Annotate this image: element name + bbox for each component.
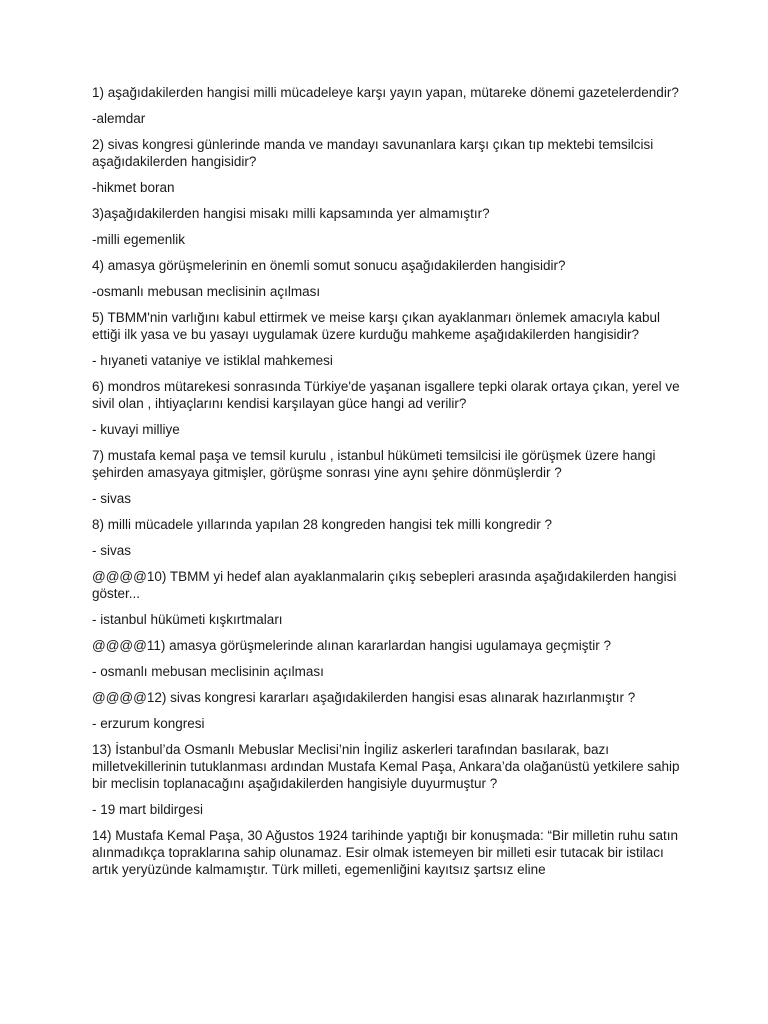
question-12: @@@@12) sivas kongresi kararları aşağıdakilerden hangisi esas alınarak hazırlanmıştır ? — [92, 690, 636, 705]
answer-3: -milli egemenlik — [92, 232, 186, 247]
question-13: 13) İstanbul’da Osmanlı Mebuslar Meclisi’nin İngiliz askerleri tarafından basılarak, bazı milletvekillerinin tutuklanması ardından Mustafa Kemal Paşa, Ankara’da olağanüstü yetkilere sahip bir meclisin toplanacağını aşağıdakilerden hangisiyle duyurmuştur ? — [92, 742, 680, 791]
answer-13: - 19 mart bildirgesi — [92, 802, 204, 817]
document-page — [92, 84, 682, 887]
answer-4: -osmanlı mebusan meclisinin açılması — [92, 284, 321, 299]
answer-2: -hikmet boran — [92, 180, 175, 195]
answer-6: - kuvayi milliye — [92, 422, 180, 437]
answer-5: - hıyaneti vataniye ve istiklal mahkemesi — [92, 353, 333, 368]
question-14: 14) Mustafa Kemal Paşa, 30 Ağustos 1924 tarihinde yaptığı bir konuşmada: “Bir milletin ruhu satın alınmadıkça topraklarına sahip olunamaz. Esir olmak istemeyen bir milleti esir tutacak bir istilacı artık yeryüzünde kalmamıştır. Türk milleti, egemenliğini kayıtsız şartsız eline — [92, 828, 679, 877]
answer-8: - sivas — [92, 543, 132, 558]
question-10: @@@@10) TBMM yi hedef alan ayaklanmalarin çıkış sebepleri arasında aşağıdakilerden hangisi göster... — [92, 569, 677, 601]
answer-11: - osmanlı mebusan meclisinin açılması — [92, 664, 324, 679]
answer-1: -alemdar — [92, 111, 146, 126]
question-3: 3)aşağıdakilerden hangisi misakı milli kapsamında yer almamıştır? — [92, 206, 490, 221]
question-11: @@@@11) amasya görüşmelerinde alınan kararlardan hangisi ugulamaya geçmiştir ? — [92, 638, 612, 653]
answer-12: - erzurum kongresi — [92, 716, 205, 731]
question-4: 4) amasya görüşmelerinin en önemli somut sonucu aşağıdakilerden hangisidir? — [92, 258, 566, 273]
question-6: 6) mondros mütarekesi sonrasında Türkiye'de yaşanan isgallere tepki olarak ortaya çıkan, yerel ve sivil olan , ihtiyaçlarını kendisi karşılayan güce hangi ad verilir? — [92, 379, 680, 411]
question-2: 2) sivas kongresi günlerinde manda ve mandayı savunanlara karşı çıkan tıp mektebi temsilcisi aşağıdakilerden hangisidir? — [92, 137, 654, 169]
question-5: 5) TBMM'nin varlığını kabul ettirmek ve meise karşı çıkan ayaklanmarı önlemek amacıyla kabul ettiği ilk yasa ve bu yasayı uygulamak üzere kurduğu mahkeme aşağıdakilerden hangisidir? — [92, 310, 661, 342]
answer-7: - sivas — [92, 491, 132, 506]
question-8: 8) milli mücadele yıllarında yapılan 28 kongreden hangisi tek milli kongredir ? — [92, 517, 552, 532]
question-1: 1) aşağıdakilerden hangisi milli mücadeleye karşı yayın yapan, mütareke dönemi gazetelerdendir? — [92, 85, 679, 100]
answer-10: - istanbul hükümeti kışkırtmaları — [92, 612, 283, 627]
question-7: 7) mustafa kemal paşa ve temsil kurulu , istanbul hükümeti temsilcisi ile görüşmek üzere hangi şehirden amasyaya gitmişler, görüşme sonrası yine aynı şehire dönmüşlerdir ? — [92, 448, 656, 480]
